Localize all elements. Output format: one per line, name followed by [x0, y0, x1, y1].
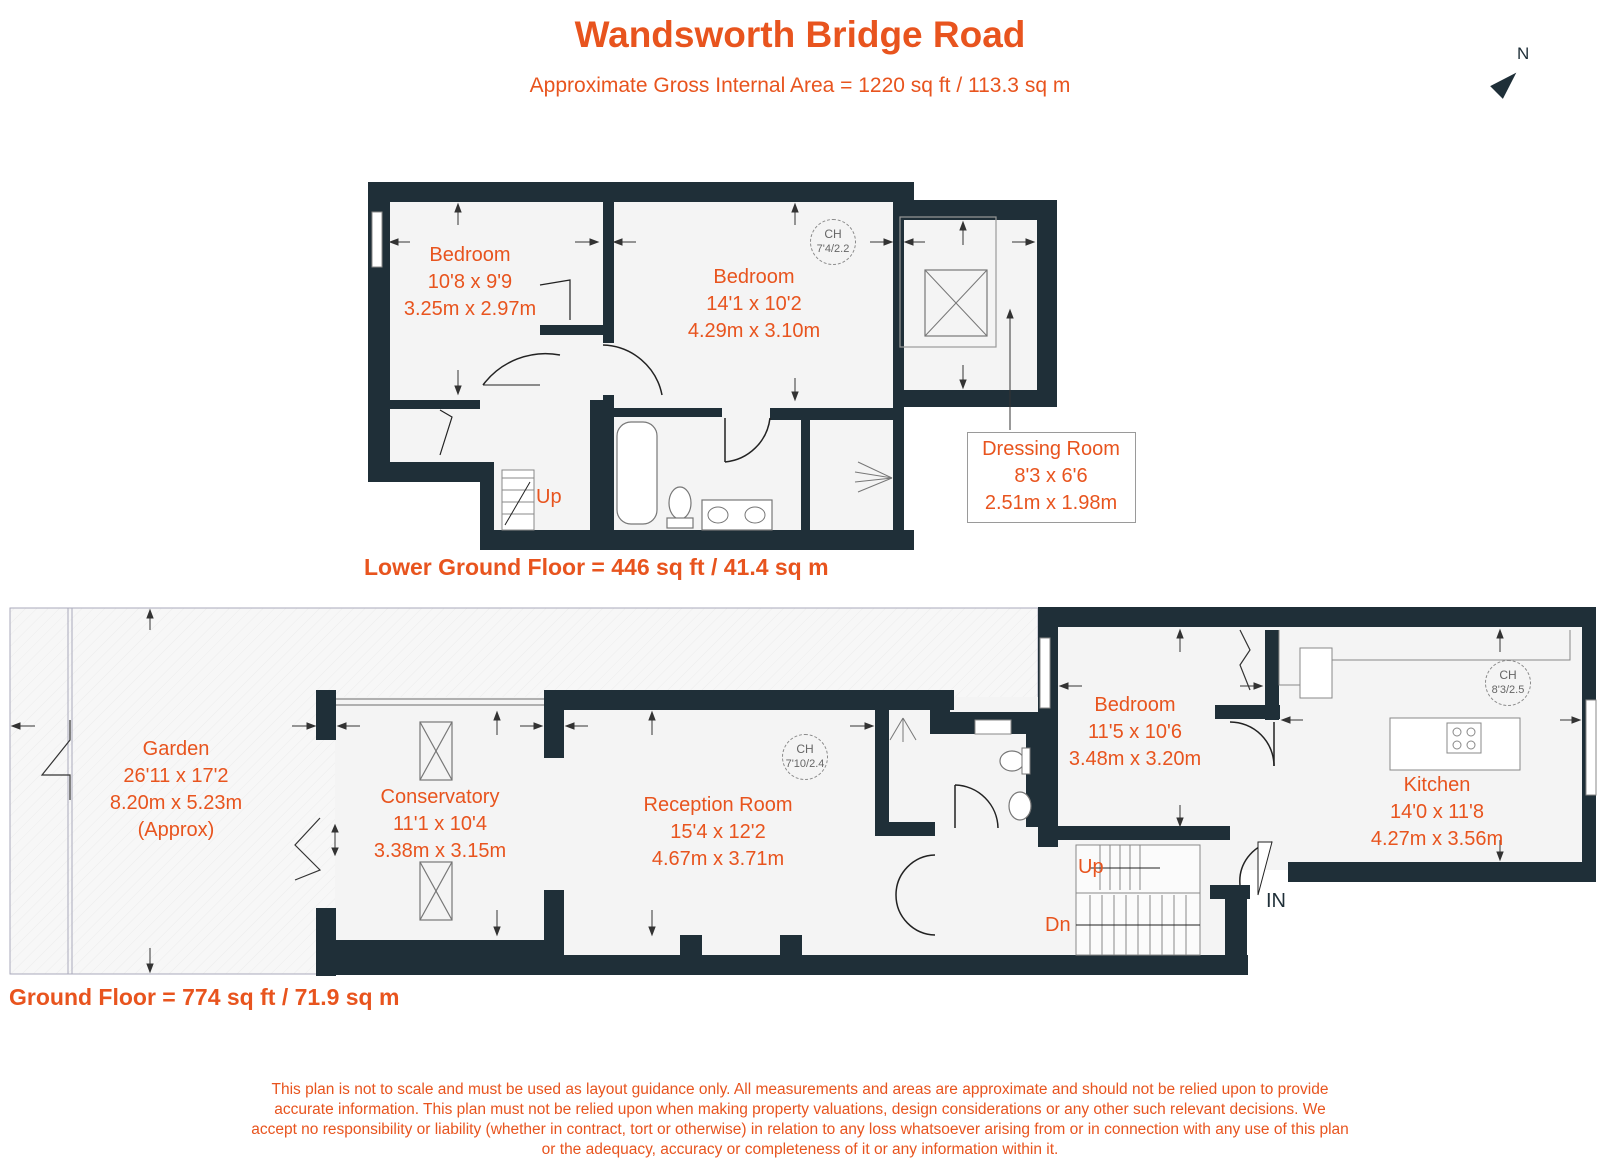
room-imperial: 10'8 x 9'9 [427, 271, 513, 293]
room-metric: 3.38m x 3.15m [373, 840, 507, 862]
room-imperial: 11'5 x 10'6 [1087, 721, 1183, 743]
lg-bedroom-1 [404, 242, 536, 323]
compass-label: N [1517, 44, 1530, 63]
room-metric: 3.48m x 3.20m [1068, 748, 1202, 770]
ground-floor-plan [10, 607, 1596, 976]
bath-icon [617, 422, 657, 524]
double-sink-icon [702, 500, 772, 530]
lower-stairs-icon [502, 470, 534, 530]
room-name: Dressing Room [982, 438, 1120, 460]
room-name: Bedroom [713, 266, 795, 288]
lower-ground-area-label: Lower Ground Floor = 446 sq ft / 41.4 sq m [364, 554, 829, 580]
room-name: Conservatory [380, 786, 500, 808]
gross-internal-area: Approximate Gross Internal Area = 1220 sq ft / 113.3 sq m [529, 74, 1071, 97]
room-imperial: 14'0 x 11'8 [1389, 801, 1485, 823]
stair-down-label: Dn [1045, 914, 1071, 936]
room-metric: 3.25m x 2.97m [403, 298, 537, 320]
room-name: Garden [142, 738, 210, 760]
room-imperial: 14'1 x 10'2 [706, 293, 802, 315]
lower-ground-floor-area [370, 184, 1055, 542]
room-metric: 4.29m x 3.10m [687, 320, 821, 342]
kitchen-label [1371, 772, 1503, 853]
lower-ground-floor-plan [368, 182, 1057, 550]
disclaimer: This plan is not to scale and must be used as layout guidance only. All measurements and areas are approximate and should not be relied upon to provide accurate information. This plan must not be relied upon when making property valuations, design considerations or any other such relevant decisions. We accept no responsibility or liability (whether in contract, tort or otherwise) in relation to any loss whatsoever arising from or in connection with any use of this plan or the adequacy, accuracy or completeness of it or any information within it. [251, 1081, 1349, 1158]
basin-icon [1009, 792, 1031, 820]
page-title: Wandsworth Bridge Road [574, 14, 1026, 55]
room-metric: 4.67m x 3.71m [651, 848, 785, 870]
ground-bedroom-label [1069, 692, 1201, 773]
room-metric: 2.51m x 1.98m [984, 492, 1118, 514]
garden-label [110, 736, 242, 844]
lg-bedroom-2 [688, 264, 820, 345]
room-name: Kitchen [1403, 774, 1471, 796]
lg-stair-label: Up [536, 486, 562, 508]
toilet-icon [1000, 751, 1024, 771]
stair-up-label: Up [1078, 856, 1104, 878]
sink-icon [1300, 648, 1332, 698]
room-note: (Approx) [137, 819, 215, 841]
ceiling-height-badge: CH 7'4/2.2 [810, 219, 856, 265]
hob-icon [1447, 723, 1481, 753]
room-name: Bedroom [1094, 694, 1176, 716]
room-imperial: 8'3 x 6'6 [1014, 465, 1088, 487]
ceiling-height-badge: CH 7'10/2.4 [782, 734, 828, 780]
ground-area-label: Ground Floor = 774 sq ft / 71.9 sq m [9, 984, 400, 1010]
room-metric: 4.27m x 3.56m [1370, 828, 1504, 850]
entrance-label: IN [1266, 890, 1286, 912]
room-name: Bedroom [429, 244, 511, 266]
lg-dressing-room [982, 436, 1120, 517]
conservatory-label [374, 784, 506, 865]
room-metric: 8.20m x 5.23m [109, 792, 243, 814]
toilet-icon [669, 487, 691, 519]
room-imperial: 11'1 x 10'4 [392, 813, 488, 835]
room-imperial: 26'11 x 17'2 [123, 765, 229, 787]
room-name: Reception Room [643, 794, 793, 816]
reception-room-label [644, 792, 793, 873]
room-imperial: 15'4 x 12'2 [670, 821, 766, 843]
ceiling-height-badge: CH 8'3/2.5 [1485, 660, 1531, 706]
